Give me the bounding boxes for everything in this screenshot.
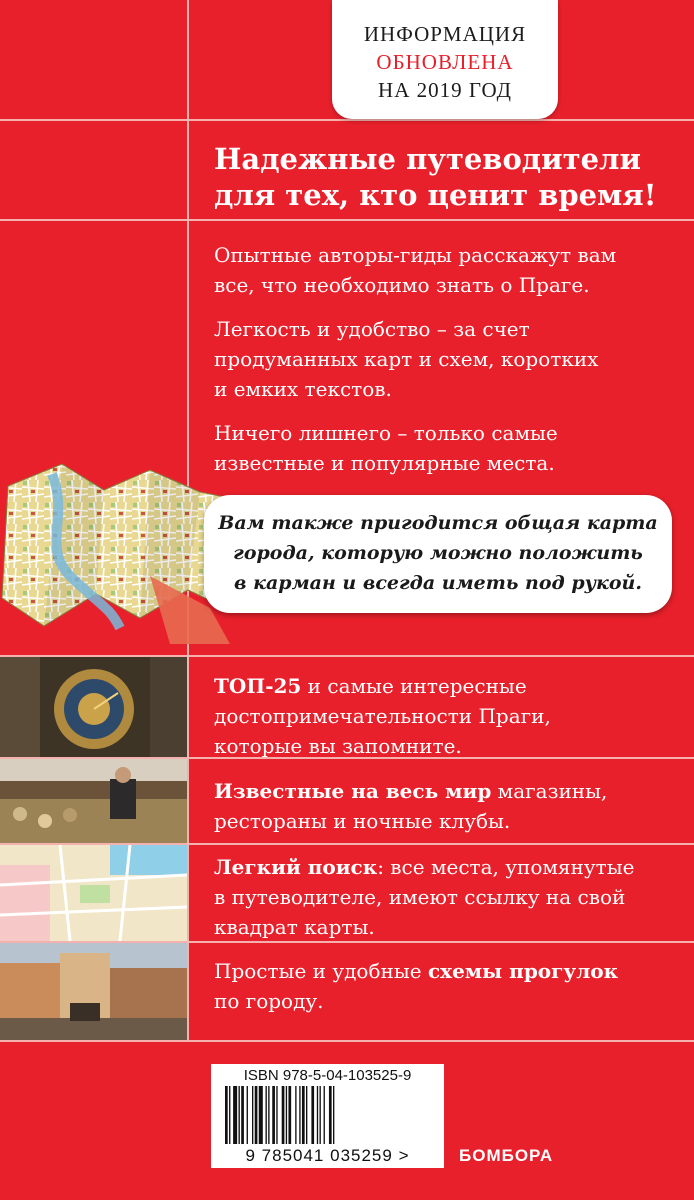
feature-2-bold: Известные на весь мир	[214, 779, 492, 803]
barcode-bar	[333, 1086, 334, 1144]
barcode-bar	[266, 1086, 267, 1144]
barcode-bar	[247, 1086, 248, 1144]
feature-1-line-2: достопримечательности Праги,	[214, 704, 551, 728]
barcode-bar	[329, 1086, 332, 1144]
barcode-bar	[288, 1086, 291, 1144]
barcode-bar	[299, 1086, 300, 1144]
barcode-bar	[311, 1086, 314, 1144]
isbn-text: ISBN 978-5-04-103525-9	[243, 1067, 412, 1084]
barcode-bar	[317, 1086, 318, 1144]
intro-2-line-1: Легкость и удобство – за счет	[214, 317, 530, 341]
barcode-bar	[239, 1086, 240, 1144]
feature-2-line-2: рестораны и ночные клубы.	[214, 809, 511, 833]
callout-line-3: в карман и всегда иметь под рукой.	[234, 572, 642, 594]
headline-line-1: Надежные путеводители	[214, 142, 642, 176]
feature-4-pre: Простые и удобные	[214, 959, 428, 983]
intro-3-line-2: известные и популярные места.	[214, 451, 555, 475]
barcode-bar	[320, 1086, 321, 1144]
feature-4-bold: схемы прогулок	[427, 959, 619, 983]
feature-3-bold: Легкий поиск	[214, 855, 378, 879]
info-updated-badge	[332, 0, 558, 119]
barcode-bar	[276, 1086, 277, 1144]
feature-3-line-3: квадрат карты.	[214, 915, 375, 939]
barcode-bar	[252, 1086, 253, 1144]
feature-walks	[214, 956, 674, 1016]
old-town-square-photo	[0, 943, 187, 1040]
feature-1-bold: ТОП-25	[214, 674, 302, 698]
barcode-bar	[233, 1086, 237, 1144]
barcode-bar	[306, 1086, 307, 1144]
barcode-bar	[272, 1086, 275, 1144]
divider-2	[0, 219, 694, 221]
divider-1	[0, 119, 694, 121]
barcode-bar	[225, 1086, 228, 1144]
city-map-photo	[0, 845, 187, 941]
barcode-bars	[225, 1086, 430, 1144]
barcode-bar	[229, 1086, 230, 1144]
headline	[214, 141, 674, 213]
intro-2-line-2: продуманных карт и схем, коротких	[214, 347, 599, 371]
feature-3-rest: : все места, упомянутые	[377, 855, 635, 879]
barcode-bar	[282, 1086, 285, 1144]
pocket-map-callout	[204, 495, 672, 613]
astronomical-clock-photo	[0, 657, 187, 757]
intro-1-line-2: все, что необходимо знать о Праге.	[214, 273, 590, 297]
barcode-bar	[324, 1086, 325, 1144]
badge-line-2: ОБНОВЛЕНА	[376, 50, 514, 74]
intro-3-line-1: Ничего лишнего – только самые	[214, 421, 558, 445]
barcode-bar	[295, 1086, 296, 1144]
barcode-label	[211, 1064, 444, 1168]
barcode-bar	[241, 1086, 244, 1144]
intro-paragraph-2	[214, 314, 674, 404]
badge-line-1: ИНФОРМАЦИЯ	[363, 22, 527, 46]
callout-line-2: города, которую можно положить	[233, 542, 643, 564]
divider-7	[0, 1040, 694, 1042]
intro-1-line-1: Опытные авторы-гиды расскажут вам	[214, 243, 617, 267]
barcode-bar	[268, 1086, 269, 1144]
barcode-digits: 9 785041 035259 >	[245, 1146, 410, 1165]
intro-2-line-3: и емких текстов.	[214, 377, 392, 401]
intro-paragraph-1	[214, 240, 674, 300]
feature-search	[214, 852, 674, 942]
folded-map-illustration	[0, 458, 236, 644]
feature-1-line-3: которые вы запомните.	[214, 734, 462, 758]
feature-1-rest: и самые интересные	[301, 674, 527, 698]
feature-3-line-2: в путеводителе, имеют ссылку на свой	[214, 885, 626, 909]
barcode-bar	[302, 1086, 305, 1144]
intro-paragraph-3	[214, 418, 674, 478]
barcode-bar	[259, 1086, 263, 1144]
barcode-bar	[286, 1086, 287, 1144]
market-photo	[0, 759, 187, 843]
publisher-logo: БОМБОРА	[459, 1146, 554, 1165]
feature-top-25	[214, 671, 674, 761]
feature-2-rest: магазины,	[491, 779, 608, 803]
badge-line-3: НА 2019 ГОД	[378, 78, 512, 102]
headline-line-2: для тех, кто ценит время!	[214, 178, 657, 212]
barcode-bar	[255, 1086, 258, 1144]
feature-4-line-2: по городу.	[214, 989, 324, 1013]
feature-shops	[214, 776, 674, 836]
callout-line-1: Вам также пригодится общая карта	[218, 512, 658, 534]
